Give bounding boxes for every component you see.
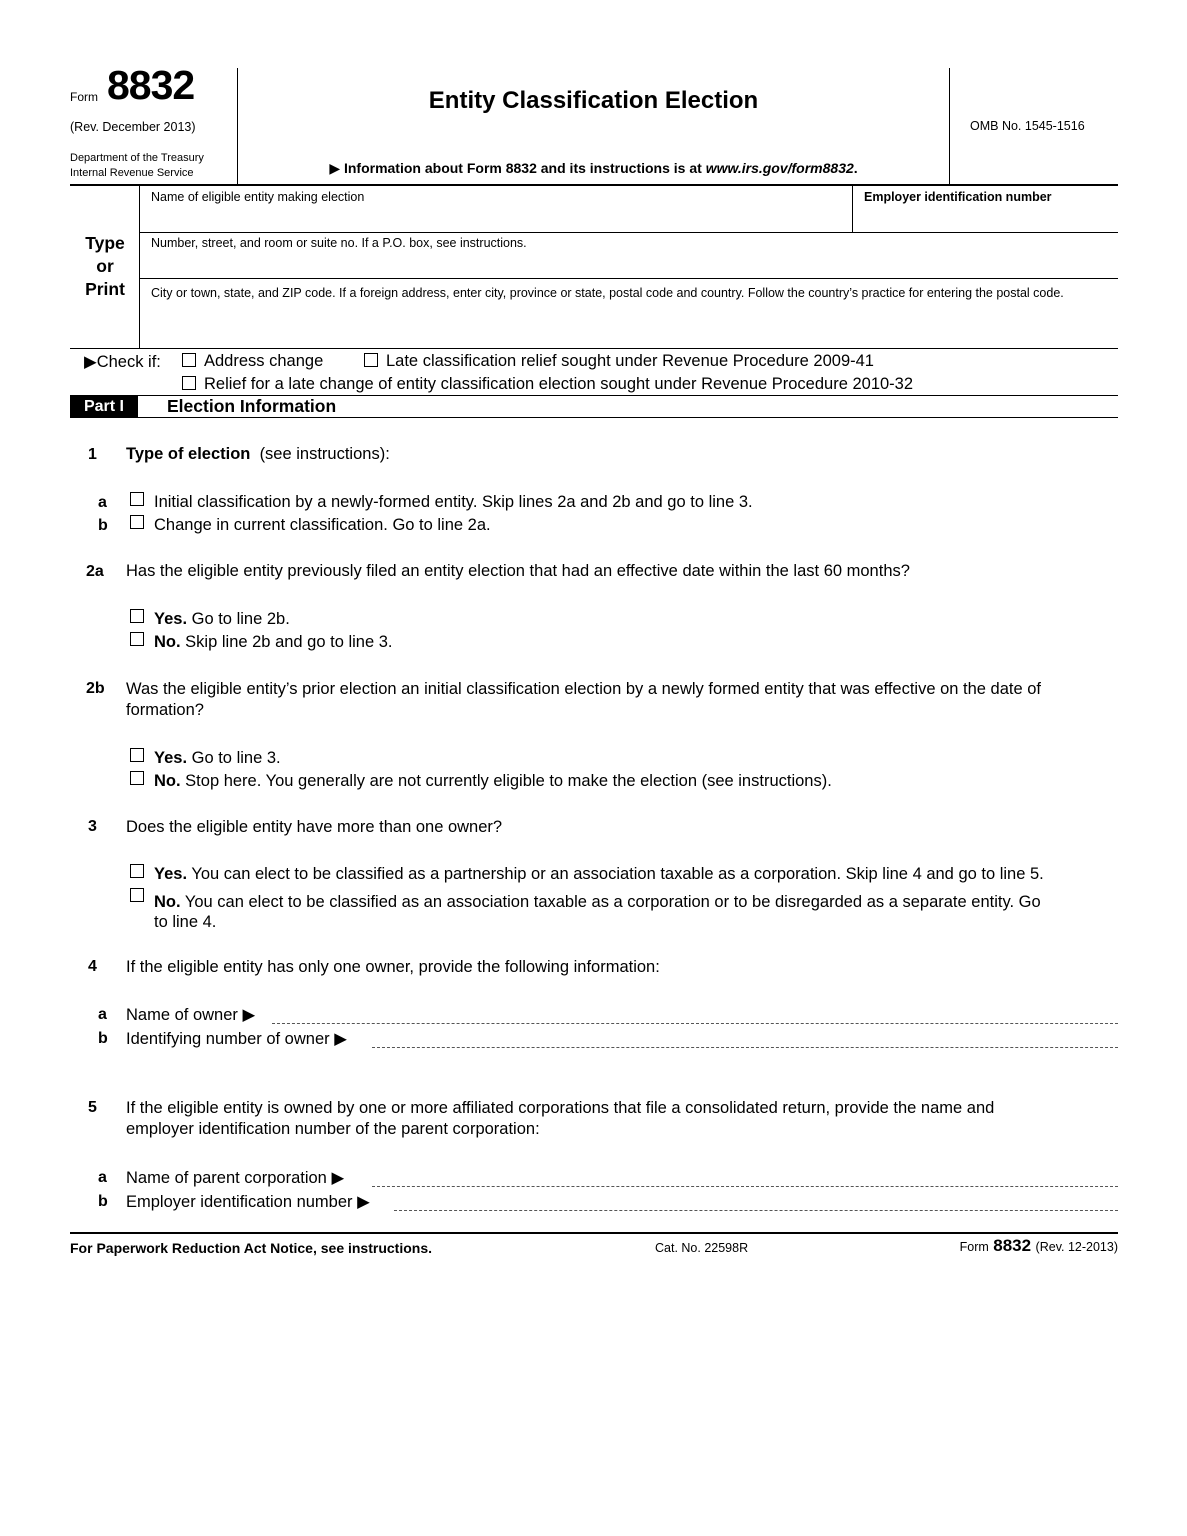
line-4a-letter: a — [98, 1006, 107, 1023]
line-1-number: 1 — [88, 446, 97, 463]
check-if-section — [0, 350, 1187, 396]
line-5-question-line-2: employer identification number of the parent corporation: — [126, 1120, 540, 1138]
line-2a-number: 2a — [86, 563, 104, 580]
line-3-number: 3 — [88, 818, 97, 835]
line-3-no-line-2: to line 4. — [154, 913, 217, 931]
city-state-zip-field[interactable] — [140, 279, 1118, 348]
line-4-number: 4 — [88, 958, 97, 975]
line-1a-letter: a — [98, 494, 107, 511]
info-line — [238, 160, 949, 177]
line-1b-text: Change in current classification. Go to line 2a. — [154, 516, 491, 534]
late-relief-label: Late classification relief sought under Revenue Procedure 2009-41 — [386, 352, 874, 370]
owner-name-input[interactable] — [272, 1004, 1118, 1024]
form-number: 8832 — [107, 62, 195, 108]
dept-line-1: Department of the Treasury — [70, 152, 204, 164]
entity-info-block — [0, 186, 1187, 350]
line-1-question: Type of election (see instructions): — [126, 445, 390, 463]
line-2b-yes: Yes. Go to line 3. — [154, 749, 281, 767]
late-change-checkbox[interactable] — [182, 376, 196, 390]
entity-name-field[interactable] — [140, 186, 852, 232]
line-5-number: 5 — [88, 1099, 97, 1116]
catalog-number: Cat. No. 22598R — [655, 1241, 749, 1255]
line-5b-label: Employer identification number ▶ — [126, 1193, 370, 1211]
info-prefix: ▶ Information about Form 8832 and its instructions is at — [329, 160, 706, 176]
line-4b-letter: b — [98, 1030, 108, 1047]
check-if-label: ▶Check if: — [84, 353, 161, 371]
address-change-checkbox[interactable] — [182, 353, 196, 367]
dept-line-2: Internal Revenue Service — [70, 167, 194, 179]
line-1b-checkbox[interactable] — [130, 515, 144, 529]
late-change-label: Relief for a late change of entity classification election sought under Revenue Procedure 2010-32 — [204, 375, 914, 393]
city-state-zip-label: City or town, state, and ZIP code. If a foreign address, enter city, province or state, postal code and country. Follow the country’s practice for entering the postal code. — [151, 286, 1064, 300]
line-5a-letter: a — [98, 1169, 107, 1186]
line-3-yes: Yes. You can elect to be classified as a partnership or an association taxable as a corporation. Skip line 4 and go to line 5. — [154, 865, 1044, 883]
paperwork-notice: For Paperwork Reduction Act Notice, see instructions. — [70, 1240, 432, 1256]
owner-id-input[interactable] — [372, 1028, 1118, 1048]
line-2b-yes-checkbox[interactable] — [130, 748, 144, 762]
line-1a-checkbox[interactable] — [130, 492, 144, 506]
line-2b-no: No. Stop here. You generally are not currently eligible to make the election (see instructions). — [154, 772, 832, 790]
form-header — [0, 0, 1187, 186]
line-5-question-line-1: If the eligible entity is owned by one or more affiliated corporations that file a consolidated return, provide the name and — [126, 1099, 995, 1117]
line-2a-question: Has the eligible entity previously filed an entity election that had an effective date within the last 60 months? — [126, 562, 910, 580]
line-3-no-checkbox[interactable] — [130, 888, 144, 902]
line-1a-text: Initial classification by a newly-formed entity. Skip lines 2a and 2b and go to line 3. — [154, 493, 753, 511]
line-5a-label: Name of parent corporation ▶ — [126, 1169, 345, 1187]
line-3-no-line-1: No. You can elect to be classified as an association taxable as a corporation or to be disregarded as a separate entity. Go — [154, 893, 1041, 911]
header-divider-right — [949, 68, 950, 186]
entity-name-label: Name of eligible entity making election — [151, 190, 365, 204]
line-2b-question-line-2: formation? — [126, 701, 204, 719]
part-1-title: Election Information — [167, 396, 337, 416]
address-change-label: Address change — [204, 352, 324, 370]
part-1-header — [70, 396, 1118, 418]
line-4a-label: Name of owner ▶ — [126, 1006, 256, 1024]
footer-rule — [70, 1232, 1118, 1234]
street-address-label: Number, street, and room or suite no. If a P.O. box, see instructions. — [151, 236, 527, 250]
parent-corporation-name-input[interactable] — [372, 1167, 1118, 1187]
line-2a-no: No. Skip line 2b and go to line 3. — [154, 633, 393, 651]
street-address-field[interactable] — [140, 233, 1118, 278]
line-2a-no-checkbox[interactable] — [130, 632, 144, 646]
ein-field[interactable] — [853, 186, 1118, 232]
info-url[interactable]: www.irs.gov/form8832 — [705, 160, 854, 176]
line-4-question: If the eligible entity has only one owner, provide the following information: — [126, 958, 660, 976]
type-or-print-label: Type or Print — [85, 233, 125, 299]
line-2b-question-line-1: Was the eligible entity’s prior election an initial classification election by a newly formed entity that was effective on the date of — [126, 680, 1042, 698]
line-3-yes-checkbox[interactable] — [130, 864, 144, 878]
part-1-tag: Part I — [70, 396, 138, 417]
parent-ein-input[interactable] — [394, 1191, 1118, 1211]
line-2a-yes-checkbox[interactable] — [130, 609, 144, 623]
line-1b-letter: b — [98, 517, 108, 534]
line-2b-number: 2b — [86, 680, 105, 697]
form-revision: (Rev. December 2013) — [70, 120, 196, 134]
line-2b-no-checkbox[interactable] — [130, 771, 144, 785]
footer-form-id: Form 8832 (Rev. 12-2013) — [959, 1236, 1118, 1255]
line-2a-yes: Yes. Go to line 2b. — [154, 610, 290, 628]
late-relief-checkbox[interactable] — [364, 353, 378, 367]
line-3-question: Does the eligible entity have more than one owner? — [126, 818, 503, 836]
line-4b-label: Identifying number of owner ▶ — [126, 1030, 347, 1048]
form-word: Form — [70, 90, 98, 104]
line-5b-letter: b — [98, 1193, 108, 1210]
info-suffix: . — [853, 160, 858, 176]
omb-number: OMB No. 1545-1516 — [970, 119, 1085, 133]
ein-label: Employer identification number — [864, 190, 1052, 204]
form-title: Entity Classification Election — [428, 87, 759, 114]
